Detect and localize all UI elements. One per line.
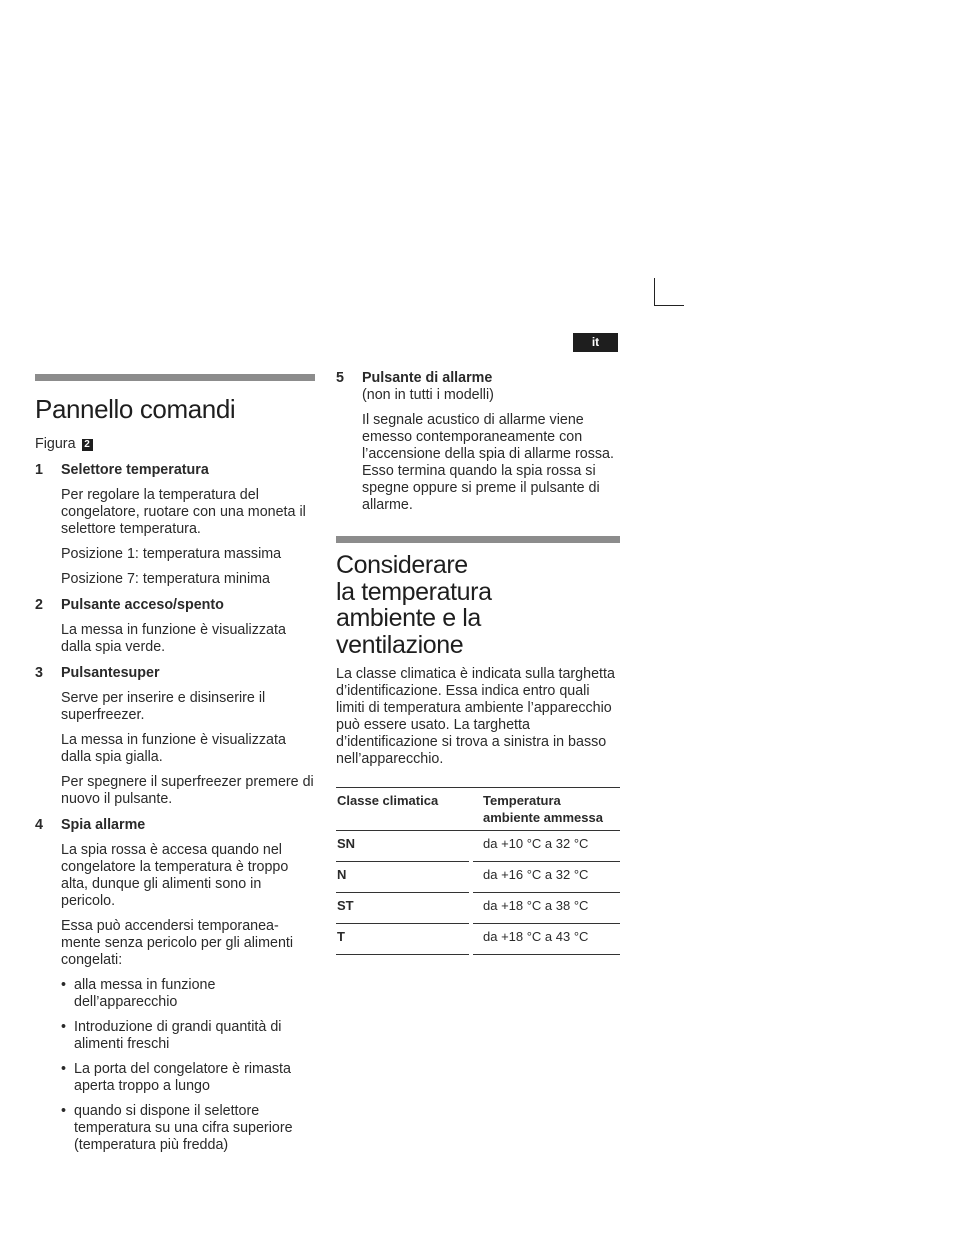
table-header-row (336, 788, 620, 831)
title-line: ambiente e la (336, 604, 481, 632)
item-title: Selettore temperatura (61, 462, 209, 478)
item-heading (35, 597, 315, 614)
table-row (336, 831, 620, 862)
item-paragraph: La messa in funzione è visualizzata dalla spia verde. (61, 622, 286, 655)
table-cell-class: T (336, 924, 469, 955)
item-title: Pulsante di allarme (362, 370, 493, 386)
item-title: Spia allarme (61, 817, 146, 833)
figure-reference (35, 436, 315, 453)
bullet-text: alla messa in funzione dell’apparecchio (74, 977, 216, 1010)
item-title: Pulsantesuper (61, 665, 160, 681)
item-paragraph: La spia rossa è accesa quando nel congelatore la temperatura è troppo alta, dunque gli alimenti sono in pericolo. (61, 842, 289, 909)
table-cell-class: N (336, 862, 469, 893)
item-heading (35, 817, 315, 834)
item-heading (35, 665, 315, 682)
item-number: 2 (35, 597, 43, 613)
bullet-text: quando si dispone il selettore temperatura su una cifra superiore (temperatura più fredda) (74, 1103, 293, 1153)
section-rule (336, 536, 620, 543)
item-heading (336, 370, 620, 387)
item-number: 4 (35, 817, 43, 833)
table-cell-class: ST (336, 893, 469, 924)
table-cell-range: da +10 °C a 32 °C (473, 831, 620, 862)
bullet-item (61, 1061, 315, 1095)
right-column (336, 370, 620, 955)
item-paragraph: Posizione 1: temperatura massima (61, 546, 282, 562)
header-line: Temperatura (483, 793, 561, 808)
header-line: ambiente ammessa (483, 810, 603, 825)
table-row (336, 924, 620, 955)
item-paragraph: Serve per inserire e disinserire il superfreezer. (61, 690, 266, 723)
section-title: Pannello comandi (35, 394, 236, 424)
title-line: la temperatura (336, 577, 492, 606)
left-column (35, 374, 315, 1154)
language-badge: it (573, 333, 618, 352)
bullet-icon: • (61, 1061, 67, 1077)
intro-paragraph: La classe climatica è indicata sulla targhetta d’identificazione. Essa indica entro quali limiti di temperatura ambiente l’apparecchio può essere usato. La targhetta d’identificazione si trova a sinistra in basso nell’apparecchio. (336, 666, 615, 767)
bullet-icon: • (61, 1019, 67, 1035)
item-paragraph: Il segnale acustico di allarme viene emesso contemporaneamente con l’accensione della spia di allarme rossa. Esso termina quando la spia rossa si spegne oppure si preme il pulsante di allarme. (362, 412, 614, 513)
climate-class-table (336, 787, 620, 955)
figure-number-badge: 2 (82, 439, 93, 451)
table-row (336, 893, 620, 924)
item-title: Pulsante acceso/spento (61, 597, 224, 613)
item-paragraph: Per regolare la temperatura del congelatore, ruotare con una moneta il selettore temperatura. (61, 487, 306, 537)
bullet-item (61, 1019, 315, 1053)
item-heading (35, 462, 315, 479)
crop-mark-horizontal (654, 305, 684, 306)
bullet-text: La porta del congelatore è rimasta aperta troppo a lungo (74, 1061, 291, 1094)
table-header-class: Classe climatica (336, 788, 469, 831)
table-cell-range: da +18 °C a 43 °C (473, 924, 620, 955)
bullet-icon: • (61, 977, 67, 993)
title-line: Considerare (336, 551, 468, 579)
bullet-item (61, 1103, 315, 1154)
title-line: ventilazione (336, 630, 464, 659)
figure-label: Figura (35, 436, 76, 452)
bullet-icon: • (61, 1103, 67, 1119)
item-number: 3 (35, 665, 43, 681)
item-paragraph: Posizione 7: temperatura minima (61, 571, 270, 587)
table-cell-range: da +16 °C a 32 °C (473, 862, 620, 893)
bullet-text: Introduzione di grandi quantità di alimenti freschi (74, 1019, 282, 1052)
item-paragraph: Essa può accendersi temporanea-mente senza pericolo per gli alimenti congelati: (61, 918, 294, 968)
section-rule (35, 374, 315, 381)
item-number: 5 (336, 370, 344, 386)
bullet-item (61, 977, 315, 1011)
table-row (336, 862, 620, 893)
table-header-temperature (473, 788, 620, 831)
item-paragraph: Per spegnere il superfreezer premere di nuovo il pulsante. (61, 774, 314, 807)
table-cell-range: da +18 °C a 38 °C (473, 893, 620, 924)
item-subtitle: (non in tutti i modelli) (362, 387, 494, 403)
crop-mark-vertical (654, 278, 655, 305)
item-paragraph: La messa in funzione è visualizzata dalla spia gialla. (61, 732, 286, 765)
item-number: 1 (35, 462, 43, 478)
table-cell-class: SN (336, 831, 469, 862)
section-title (336, 552, 620, 658)
